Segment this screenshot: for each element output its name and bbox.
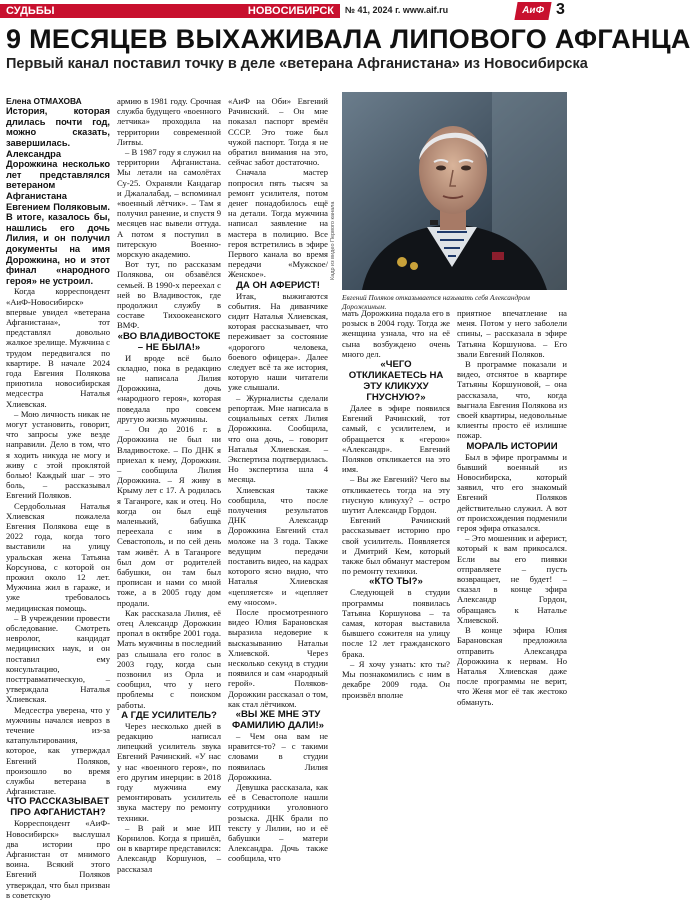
photo-credit: Кадр из видео Первого канала xyxy=(330,201,336,280)
paragraph: мать Дорожкина подала его в розыск в 2004 году. Тогда же женщина узнала, что на её сына возбуждено очень много дел. xyxy=(342,308,450,359)
paragraph: Далее в эфире появился Евгений Рачинский, тот самый, с усилителем, и обращается к «герою» «Александр». Евгений Поляков откликается на это имя. xyxy=(342,403,450,475)
paragraph: – Это мошенник и аферист, который к вам прикосался. Если вы его пиявки отправляете – пусть возвращает, не будет! – сказал в конце эфира Александр Гордон, обращаясь к Наталье Хлиевской. xyxy=(457,533,567,625)
paragraph: Как рассказала Лилия, её отец Александр Дорожкин пропал в октябре 2001 года. Мать мужчины в последний раз слышала его голос в 2003 году, когда сын позвонил из Орла и сообщил, что у него проблемы с поиском работы. xyxy=(117,607,221,710)
article-photo xyxy=(342,92,567,290)
column-1 xyxy=(6,96,110,900)
column-4 xyxy=(342,308,450,700)
paragraph: В конце эфира Юлия Барановская предложила отправить Александра Дорожкина к нервам. Но Наталья Хлиевская даже после программы не верит, что Женя мог её так жестоко обмануть. xyxy=(457,625,567,707)
paragraph: – В 1987 году я служил на территории Афганистана. Мы летали на самолётах Су-25. Охраняли Кандагар и Джалалабад, – вспоминал «военный лётчик». – Там я получил ранение, и спустя 9 месяцев нас вывели оттуда. А потом я поступил в питерскую Военно-морскую академию. xyxy=(117,147,221,260)
paragraph: Сердобольная Наталья Хлиевская пожалела Евгения Полякова еще в 2022 года, когда того выставили на улицу уральская жена Татьяна Корсунова, с которой он прожил около 12 лет. Мужчина жил в гараже, и уже требовалось медицинская помощь. xyxy=(6,500,110,613)
author-byline: Елена ОТМАХОВА xyxy=(6,96,82,106)
paragraph: Медсестра уверена, что у мужчины начался невроз в течение из-за катапультирования, которое, как утверждал Евгений Поляков, произошло во время службы ветерана в Афганистане. xyxy=(6,704,110,797)
section-heading: МОРАЛЬ ИСТОРИИ xyxy=(466,440,558,452)
paragraph: И вроде всё было складно, пока в редакцию не написала Лилия Дорожкина, дочь «народного героя», которая поведала про совсем другую жизнь мужчины. xyxy=(117,352,221,424)
paragraph: – В рай и мне ИП Корнилов. Когда я пришёл, он в квартире представился: Александр Коршунов, – рассказал xyxy=(117,822,221,874)
paragraph: – Я хочу узнать: кто ты? Мы познакомились с ним в декабре 2009 года. Он произвёл вполне xyxy=(342,658,450,700)
paragraph: Сначала мастер попросил пять тысяч за ремонт усилителя, потом денег понадобилось ещё на детали. Тогда мужчина написал заявление на мастера в полицию. Все героя встретились в эфире Первого канала во время передачи «Мужское/Женское». xyxy=(228,167,328,280)
paragraph: Вот тут, по рассказам Полякова, он обзавёлся семьей. В 1990-х переехал с ней во Владивосток, где продолжил службу в составе Тихоокеанского ВМФ. xyxy=(117,259,221,331)
paragraph: – Чем она вам не нравится-то? – с такими словами в студии появилась Лилия Дорожкина. xyxy=(228,730,328,782)
aif-logo: АиФ xyxy=(514,2,551,20)
paragraph: Корреспондент «АиФ-Новосибирск» выслушал два истории про Афганистан от мнимого воина. Всякий этого Евгений Поляков утверждал, что был призван в советскую xyxy=(6,818,110,900)
paragraph: Когда корреспондент «АиФ-Новосибирск» впервые увидел «ветерана Афганистана», тот представлял довольно жалкое зрелище. Мужчина с трудом передвигался по квартире. В начале 2024 года Евгения Полякова приютила новосибирская медсестра Наталья Хлиевская. xyxy=(6,286,110,409)
section-heading: ДА ОН АФЕРИСТ! xyxy=(236,279,320,291)
paragraph: Итак, выжигаются события. На диванчике сидит Наталья Хлиевская, которая рассказывает, что переживает за состояние «дорогого человека, боевого офицера». Далее следует всё та же история, которую наши читатели уже слышали. xyxy=(228,290,328,393)
headline: 9 МЕСЯЦЕВ ВЫХАЖИВАЛА ЛИПОВОГО АФГАНЦА xyxy=(6,24,691,54)
column-3 xyxy=(228,96,328,864)
paragraph: Евгений Рачинский рассказывает историю про свой усилитель. Появляется и Дмитрий Кем, который также был обманут мастером по ремонту техники. xyxy=(342,515,450,577)
column-2 xyxy=(117,96,221,874)
paragraph: – Он до 2016 г. в Дорожкина не был ни Владивостоке. – По ДНК я приехал к нему, Дорожкин. – сообщила Лилия Дорожкина. – Я живу в Крыму лет с 17. А родилась я Таганроге, как и отец. Но когда он был ещё маленький, бабушка переехала с ним в Севастополь, и по сей день там живёт. А в Таганроге был дом от родителей бабушки, он там был прописан и нами со мной тоже, а в 2005 году дом продали. xyxy=(117,424,221,608)
issue-info: № 41, 2024 г. www.aif.ru xyxy=(345,5,449,15)
subheadline: Первый канал поставил точку в деле «ветерана Афганистана» из Новосибирска xyxy=(6,56,588,72)
paragraph: – Вы же Евгений? Чего вы откликаетесь тогда на эту гнусную кликуху? – остро шутит Александр Гордон. xyxy=(342,474,450,516)
paragraph: В программе показали и видео, отснятое в квартире Татьяны Коршуновой, – она рассказала, что, когда выгнала Евгения Полякова из своей квартиры, недовольные клиенты просто её излишне пожар. xyxy=(457,359,567,441)
rubric-bar xyxy=(0,4,340,18)
section-heading: А ГДЕ УСИЛИТЕЛЬ? xyxy=(121,709,217,721)
top-bar xyxy=(0,0,575,22)
page-number: 3 xyxy=(556,1,565,18)
portrait-illustration xyxy=(342,92,567,290)
photo-caption: Евгений Поляков отказывается называть себя Александром Дорожкиным. xyxy=(342,293,530,311)
paragraph: армию в 1981 году. Срочная служба будущего «военного летчика» проходила на территории современной Литвы. xyxy=(117,96,221,147)
paragraph: Через несколько дней в редакцию написал липецкий усилитель звука Евгений Рачинский. «У нас у нас «военного героя», по его другим инерции: в 2018 году мужчина ему ремонтировать усилитель звука мастеру по ремонту техники. xyxy=(117,720,221,823)
paragraph: – Мою личность никак не могут установить, говорит, что запросы уже везде направили. Дело в том, что я ходить никуда не могу и живу с этой проклятой болью! Каждый шаг – это боль, – рассказывал Евгений Поляков. xyxy=(6,408,110,501)
section-heading: «ВО ВЛАДИВОСТОКЕ – НЕ БЫЛА!» xyxy=(117,330,221,353)
section-heading: «ВЫ ЖЕ МНЕ ЭТУ ФАМИЛИЮ ДАЛИ!» xyxy=(232,708,324,731)
paragraph: После просмотренного видео Юлия Барановская выразила недоверие к высказыванию Натальи Хлиевской. Через несколько секунд в студии появился и сам «народный герой». Поляков-Дорожкин рассказал о том, как стал лётчиком. xyxy=(228,606,328,709)
paragraph: «АиФ на Оби» Евгений Рачинский. – Он мне показал паспорт времён СССР. Это тоже был чужой паспорт. Тогда я не обратил внимания на это, сейчас забот достаточно. xyxy=(228,96,328,168)
rubric-label: СУДЬБЫ xyxy=(6,5,55,17)
section-heading: «ЧЕГО ОТКЛИКАЕТЕСЬ НА ЭТУ КЛИКУХУ ГНУСНУЮ?» xyxy=(348,359,444,404)
paragraph: Следующей в студии программы появилась Татьяна Коршунова – та самая, которая выставила бывшего сожителя на улицу после 12 лет гражданского брака. xyxy=(342,587,450,659)
paragraph: приятное впечатление на меня. Потом у него заболели спины, – рассказала в эфире Татьяна Коршунова. – Его звали Евгений Поляков. xyxy=(457,308,567,359)
paragraph: Хлиевская также сообщила, что после получения результатов ДНК Александр Дорожкина Евгений стал моложе на 3 года. Также ведущим передачи поставить видео, на кадрах которого ясно видно, что Наталья Хлиевская «цепляется» и «цепляет ему «носом». xyxy=(228,484,328,607)
paragraph: Был в эфире программы и бывший военный из Новосибирска, который заявил, что его знакомый Евгений Поляков действительно служил. А вот от происхождения подменили героя эфира отказался. xyxy=(457,451,567,534)
lead-paragraph: История, которая длилась почти год, можно сказать, завершилась. Александра Дорожкина несколько лет представлялся ветераном Афганистана Евгением Поляковым. В итоге, казалось бы, нашлись его дочь Лилия, и он получил документы на имя Дорожкина, но и этот финал «народного героя» не устроил. xyxy=(6,106,110,286)
section-heading: «КТО ТЫ?» xyxy=(369,576,423,588)
city-label: НОВОСИБИРСК xyxy=(247,5,334,17)
section-heading: ЧТО РАССКАЗЫВАЕТ ПРО АФГАНИСТАН? xyxy=(6,796,110,819)
paragraph: Девушка рассказала, как её в Севастополе нашли сотрудники уголовного розыска. ДНК брали по тексту у Лилии, но и её бабушки – матери Александра. Дочь также сообщила, что xyxy=(228,782,328,864)
column-5 xyxy=(457,308,567,707)
paragraph: – В учреждении провести обследование. Смотреть невролог, кандидат медицинских наук, и он поставил ему консультацию, посттравматическую, – утверждала Наталья Хлиевская. xyxy=(6,612,110,705)
paragraph: – Журналисты сделали репортаж. Мне написала в социальных сетях Лилия Дорожкина. Сообщила, что она дочь, – говорит Наталья Хлиевская. – Экспертиза подтвердилась. Но экспертиза шла 4 месяца. xyxy=(228,392,328,485)
